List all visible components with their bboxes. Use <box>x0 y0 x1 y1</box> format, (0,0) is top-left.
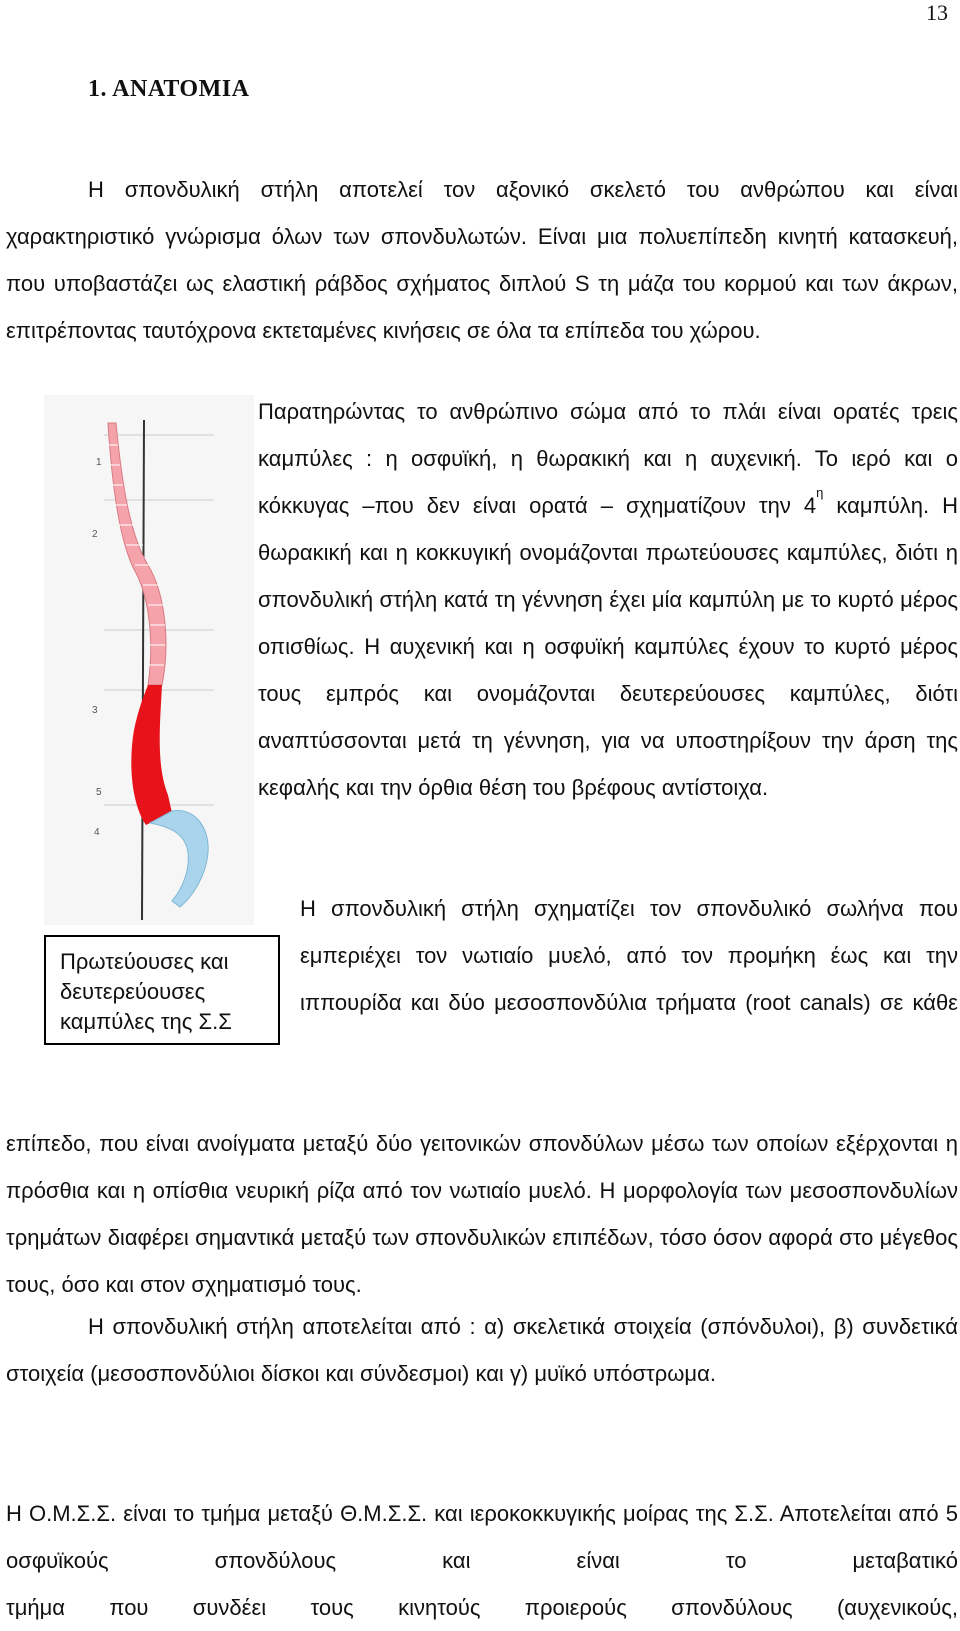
paragraph-curves-part2: καμπύλη. Η θωρακική και η κοκκυγική ονομάζονται πρωτεύουσες καμπύλες, διότι η σπονδυλική στήλη κατά τη γέννηση έχει μία καμπύλη με το κυρτό μέρος οπισθίως. Η αυχενική και η οσφυϊκή καμπύλες έχουν το κυρτό μέρος τους εμπρός και ονομάζονται δευτερεύουσες καμπύλες, διότι αναπτύσσονται μετά τη γέννηση, για να υποστηρίξουν την άρση της κεφαλής και την όρθια θέση του βρέφους αντίστοιχα. <box>258 493 959 800</box>
paragraph-curves-part1: Παρατηρώντας το ανθρώπινο σώμα από το πλάι είναι ορατές τρεις καμπύλες : η οσφυϊκή, η θωρακική και η αυχενική. Το ιερό και ο κόκκυγας –που δεν είναι ορατά – σχηματίζουν την 4 <box>258 399 958 518</box>
svg-text:1: 1 <box>96 457 102 468</box>
paragraph-spinal-canal: Η σπονδυλική στήλη σχηματίζει τον σπονδυλικό σωλήνα που εμπεριέχει τον νωτιαίο μυελό, από τον προμήκη έως και την ιππουρίδα και δύο μεσοσπονδύλια τρήματα (root canals) σε κάθε <box>300 896 958 1015</box>
svg-text:4: 4 <box>94 827 100 838</box>
svg-text:3: 3 <box>92 705 98 716</box>
paragraph-foramina: επίπεδο, που είναι ανοίγματα μεταξύ δύο γειτονικών σπονδύλων μέσω των οποίων εξέρχονται η πρόσθια και η οπίσθια νευρική ρίζα από τον νωτιαίο μυελό. Η μορφολογία των μεσοσπονδυλίων τρημάτων διαφέρει σημαντικά μεταξύ των σπονδυλικών επιπέδων, τόσο όσον αφορά στο μέγεθος τους, όσο και στον σχηματισμό τους. <box>6 1131 958 1297</box>
paragraph-intro: Η σπονδυλική στήλη αποτελεί τον αξονικό σκελετό του ανθρώπου και είναι χαρακτηριστικό γνώρισμα όλων των σπονδυλωτών. Είναι μια πολυεπίπεδη κινητή κατασκευή, που υποβαστάζει ως ελαστική ράβδος σχήματος διπλού S τη μάζα του κορμού και των άκρων, επιτρέποντας ταυτόχρονα εκτεταμένες κινήσεις σε όλα τα επίπεδα του χώρου. <box>6 177 958 343</box>
paragraph-lumbar-spine-cont: τμήμα που συνδέει τους κινητούς προιερούς σπονδύλους (αυχενικούς, <box>6 1595 958 1620</box>
spine-curves-figure <box>44 395 254 925</box>
paragraph-composition: Η σπονδυλική στήλη αποτελείται από : α) σκελετικά στοιχεία (σπόνδυλοι), β) συνδετικά στοιχεία (μεσοσπονδύλιοι δίσκοι και σύνδεσμοι) και γ) μυϊκό υπόστρωμα. <box>6 1314 958 1386</box>
page-number: 13 <box>926 0 948 25</box>
figure-background <box>44 395 254 925</box>
paragraph-lumbar-spine: Η Ο.Μ.Σ.Σ. είναι το τμήμα μεταξύ Θ.Μ.Σ.Σ. και ιεροκοκκυγικής μοίρας της Σ.Σ. Αποτελείται από 5 οσφυϊκούς σπονδύλους και είναι το μεταβατικό <box>6 1501 958 1573</box>
figure-caption: Πρωτεύουσες και δευτερεύουσες καμπύλες της Σ.Σ <box>44 935 280 1045</box>
section-heading: 1. ΑΝΑΤΟΜΙΑ <box>88 76 250 102</box>
svg-text:5: 5 <box>96 787 102 798</box>
svg-text:2: 2 <box>92 529 98 540</box>
paragraph-curves <box>258 388 958 811</box>
ordinal-superscript: η <box>816 485 824 500</box>
